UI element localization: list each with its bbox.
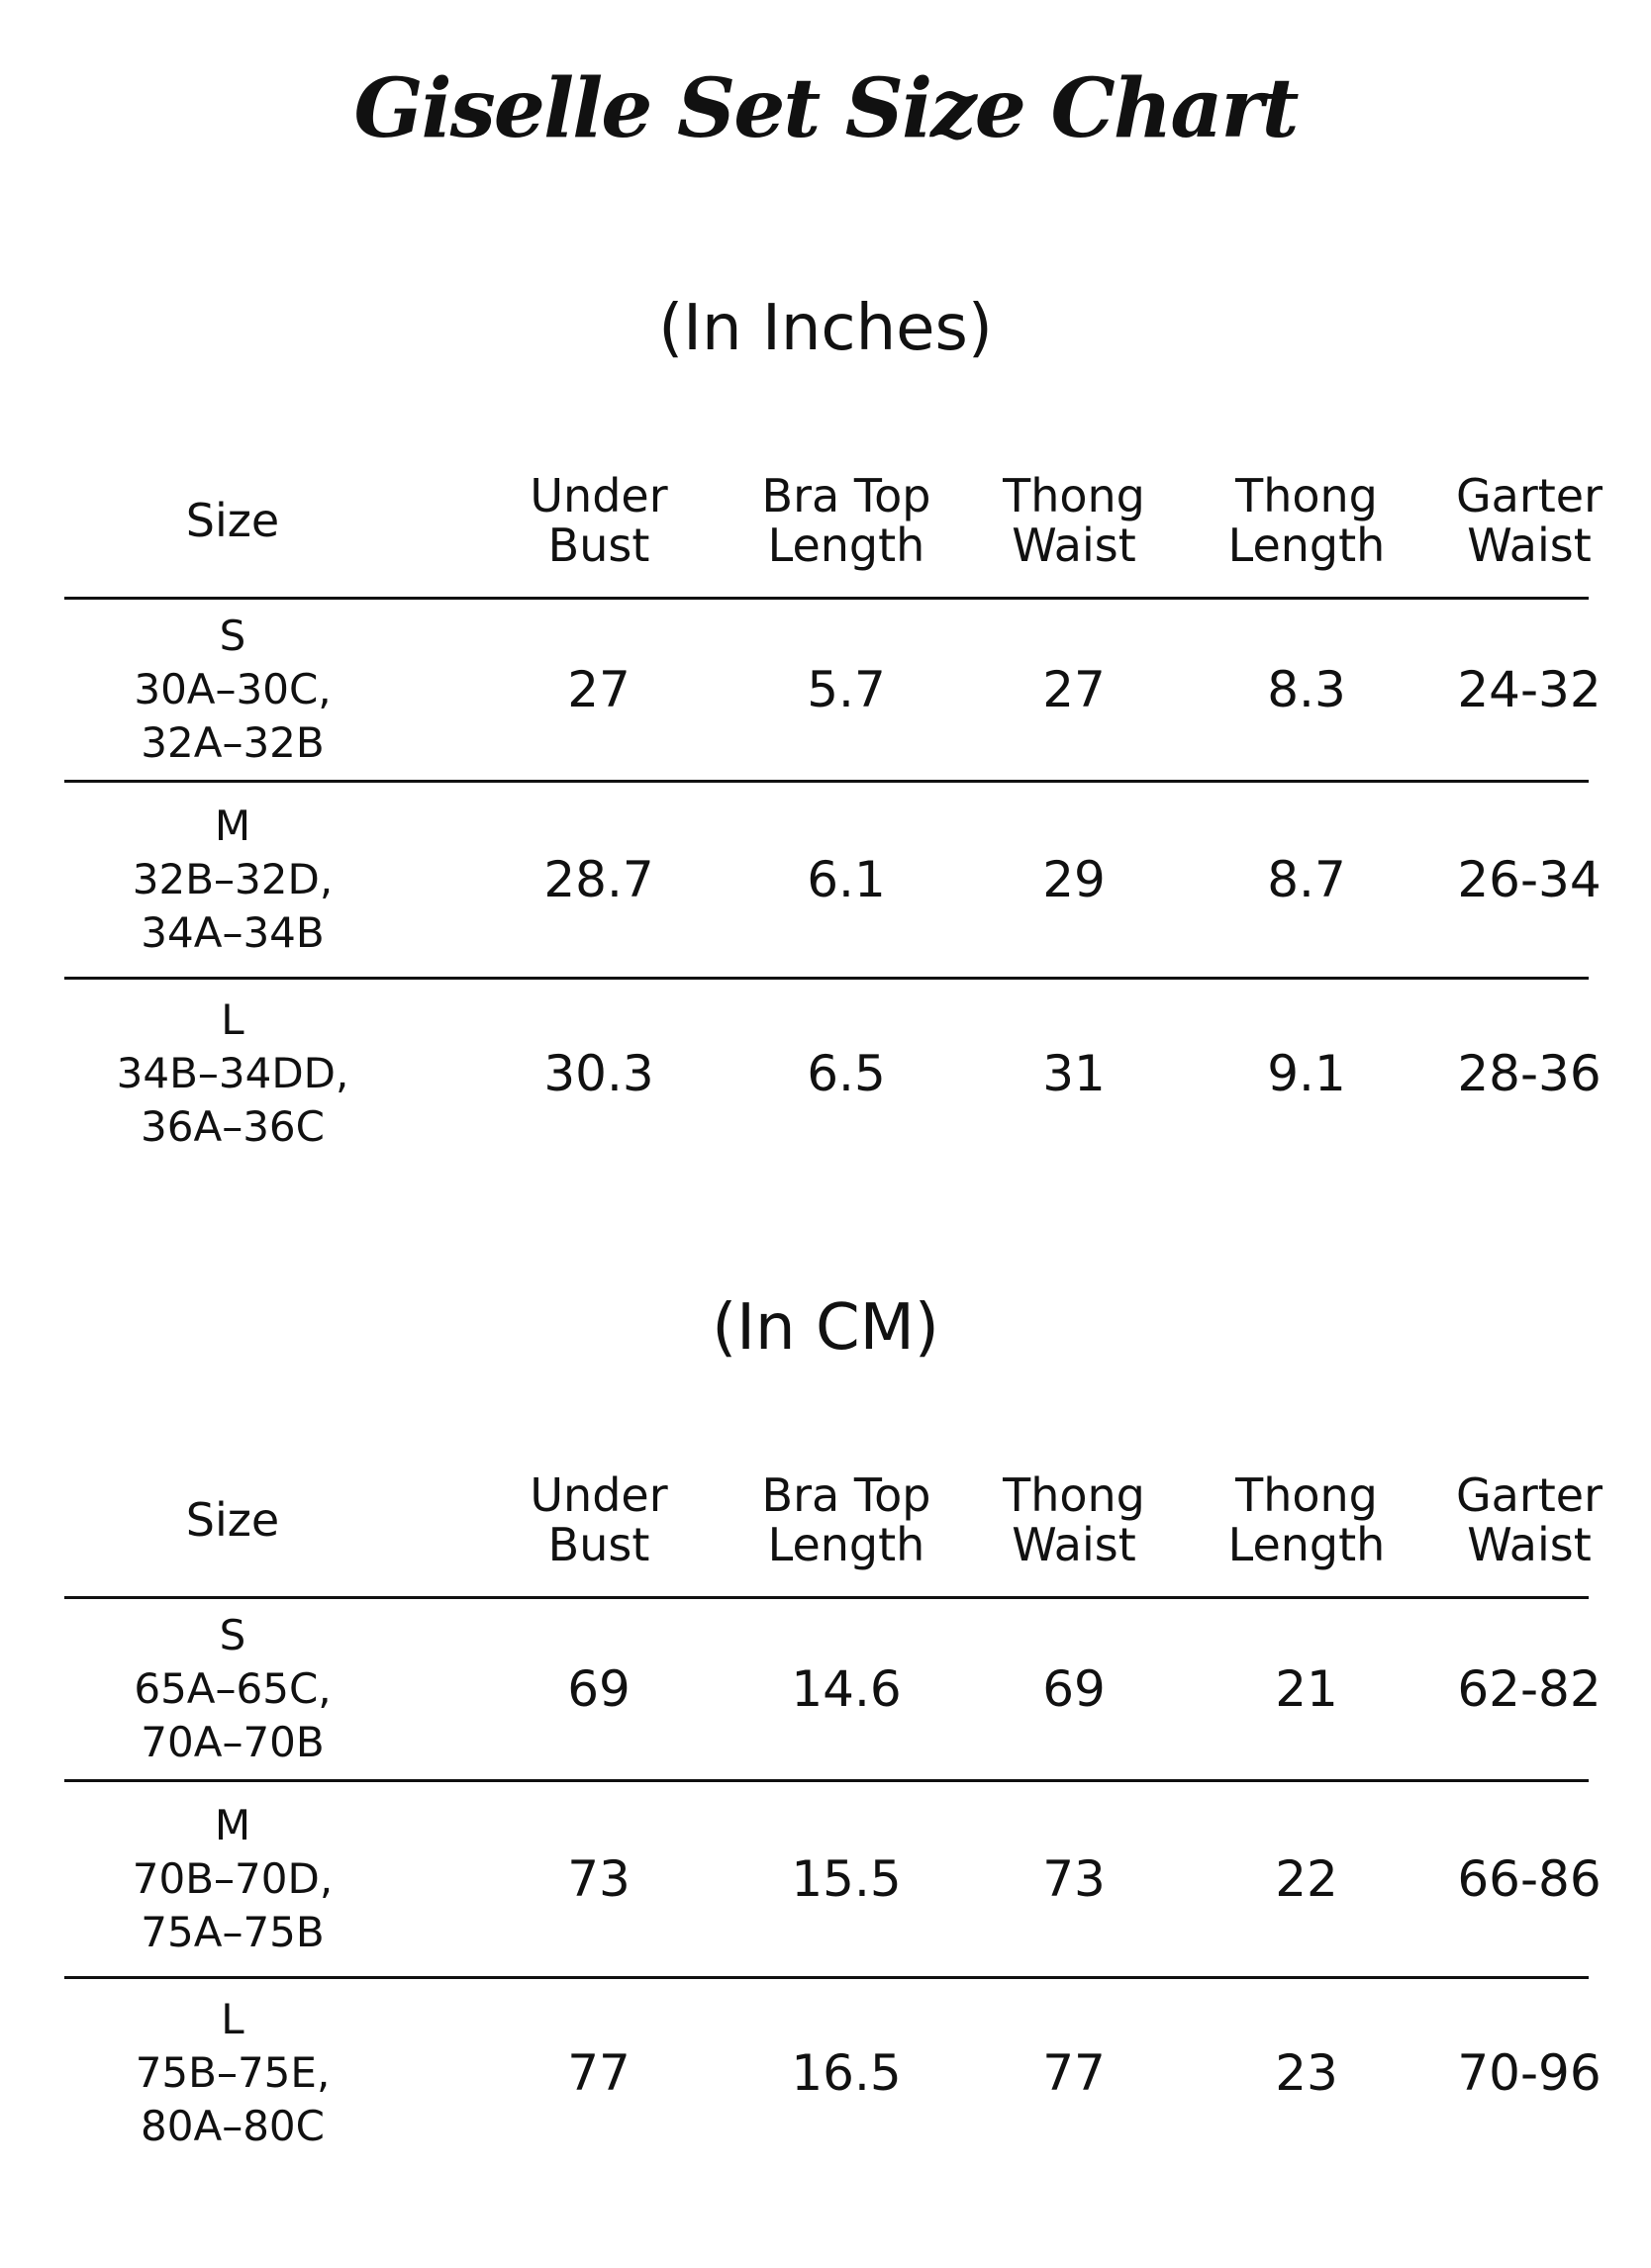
bra-top-length-value: 15.5 bbox=[791, 1850, 902, 1908]
bra-top-length-value: 14.6 bbox=[791, 1660, 902, 1718]
thong-waist-value: 31 bbox=[1042, 1045, 1106, 1102]
column-header-size: Size bbox=[185, 493, 280, 547]
table-header-row bbox=[64, 443, 1602, 600]
cm-section-heading: (In CM) bbox=[712, 1291, 939, 1365]
thong-waist-value: 29 bbox=[1042, 851, 1106, 908]
thong-length-value: 8.3 bbox=[1267, 661, 1346, 718]
thong-waist-value: 27 bbox=[1042, 661, 1106, 718]
column-header-thong-length: Thong Length bbox=[1227, 468, 1386, 572]
under-bust-value: 30.3 bbox=[543, 1045, 654, 1102]
inches-section-heading: (In Inches) bbox=[658, 292, 993, 365]
table-header-row bbox=[64, 1443, 1602, 1599]
column-header-size: Size bbox=[185, 1492, 280, 1547]
column-header-under-bust: Under Bust bbox=[530, 1467, 668, 1571]
under-bust-value: 73 bbox=[567, 1850, 631, 1908]
bra-top-length-value: 6.5 bbox=[807, 1045, 886, 1102]
column-header-under-bust: Under Bust bbox=[530, 468, 668, 572]
table-row bbox=[64, 1782, 1602, 1979]
column-header-thong-length: Thong Length bbox=[1227, 1467, 1386, 1571]
garter-waist-value: 26-34 bbox=[1457, 851, 1602, 908]
garter-waist-value: 24-32 bbox=[1457, 661, 1602, 718]
thong-length-value: 23 bbox=[1275, 2044, 1338, 2102]
column-header-thong-waist: Thong Waist bbox=[1003, 1467, 1145, 1571]
bra-top-length-value: 16.5 bbox=[791, 2044, 902, 2102]
size-label: S 30A–30C, 32A–32B bbox=[134, 612, 332, 767]
thong-waist-value: 77 bbox=[1042, 2044, 1106, 2102]
column-header-garter-waist: Garter Waist bbox=[1456, 468, 1602, 572]
size-label: M 70B–70D, 75A–75B bbox=[132, 1801, 334, 1956]
table-row bbox=[64, 980, 1602, 1168]
garter-waist-value: 70-96 bbox=[1457, 2044, 1602, 2102]
size-label: L 75B–75E, 80A–80C bbox=[135, 1995, 331, 2150]
under-bust-value: 28.7 bbox=[543, 851, 654, 908]
under-bust-value: 77 bbox=[567, 2044, 631, 2102]
size-table-inches bbox=[64, 443, 1602, 1168]
thong-length-value: 22 bbox=[1275, 1850, 1338, 1908]
bra-top-length-value: 6.1 bbox=[807, 851, 886, 908]
size-label: M 32B–32D, 34A–34B bbox=[132, 802, 334, 957]
column-header-bra-top-length: Bra Top Length bbox=[761, 1467, 931, 1571]
table-row bbox=[64, 1599, 1602, 1782]
column-header-garter-waist: Garter Waist bbox=[1456, 1467, 1602, 1571]
size-label: L 34B–34DD, 36A–36C bbox=[116, 995, 349, 1151]
bra-top-length-value: 5.7 bbox=[807, 661, 886, 718]
page-title: Giselle Set Size Chart bbox=[353, 61, 1298, 156]
table-row bbox=[64, 600, 1602, 783]
column-header-thong-waist: Thong Waist bbox=[1003, 468, 1145, 572]
thong-waist-value: 73 bbox=[1042, 1850, 1106, 1908]
size-table-cm bbox=[64, 1443, 1602, 2167]
garter-waist-value: 28-36 bbox=[1457, 1045, 1602, 1102]
thong-length-value: 8.7 bbox=[1267, 851, 1346, 908]
table-row bbox=[64, 1979, 1602, 2167]
thong-length-value: 21 bbox=[1275, 1660, 1338, 1718]
thong-length-value: 9.1 bbox=[1267, 1045, 1346, 1102]
under-bust-value: 27 bbox=[567, 661, 631, 718]
garter-waist-value: 62-82 bbox=[1457, 1660, 1602, 1718]
thong-waist-value: 69 bbox=[1042, 1660, 1106, 1718]
column-header-bra-top-length: Bra Top Length bbox=[761, 468, 931, 572]
size-label: S 65A–65C, 70A–70B bbox=[134, 1611, 332, 1766]
table-row bbox=[64, 783, 1602, 980]
under-bust-value: 69 bbox=[567, 1660, 631, 1718]
garter-waist-value: 66-86 bbox=[1457, 1850, 1602, 1908]
